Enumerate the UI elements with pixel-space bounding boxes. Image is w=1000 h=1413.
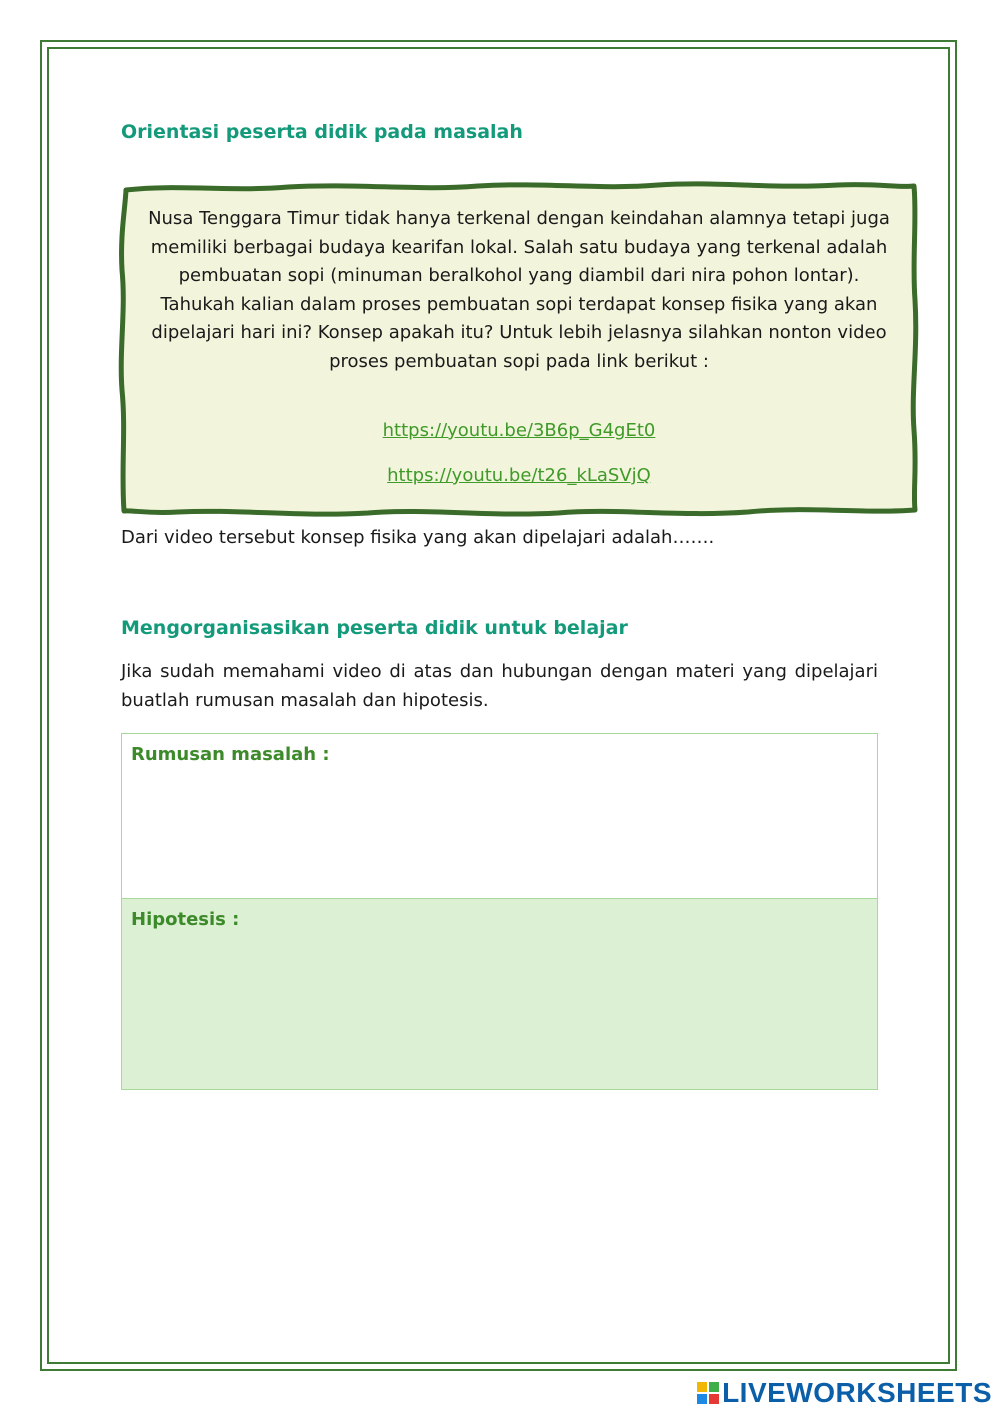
hipotesis-answer-box[interactable] — [121, 898, 878, 1090]
rumusan-masalah-answer-box[interactable] — [121, 733, 878, 899]
section-heading-mengorganisasikan: Mengorganisasikan peserta didik untuk belajar — [121, 617, 628, 639]
liveworksheets-watermark — [697, 1377, 992, 1409]
video-concept-prompt: Dari video tersebut konsep fisika yang akan dipelajari adalah……. — [121, 527, 715, 548]
video-link-1[interactable]: https://youtu.be/3B6p_G4gEt0 — [382, 420, 656, 441]
liveworksheets-wordmark: LIVEWORKSHEETS — [722, 1377, 992, 1408]
liveworksheets-logo-icon — [697, 1382, 719, 1404]
rumusan-masalah-label: Rumusan masalah : — [131, 744, 330, 765]
hipotesis-label: Hipotesis : — [131, 909, 240, 930]
video-link-2[interactable]: https://youtu.be/t26_kLaSVjQ — [387, 465, 651, 486]
problem-callout-box — [118, 180, 920, 518]
callout-paragraph: Nusa Tenggara Timur tidak hanya terkenal dengan keindahan alamnya tetapi juga memiliki berbagai budaya kearifan lokal. Salah satu budaya yang terkenal adalah pembuatan sopi (minuman beralkohol yang diambil dari nira pohon lontar). Tahukah kalian dalam proses pembuatan sopi terdapat konsep fisika yang akan dipelajari hari ini? Konsep apakah itu? Untuk lebih jelasnya silahkan nonton video proses pembuatan sopi pada link berikut : — [148, 208, 890, 372]
section-heading-orientasi: Orientasi peserta didik pada masalah — [121, 121, 523, 143]
instruction-paragraph: Jika sudah memahami video di atas dan hubungan dengan materi yang dipelajari buatlah rumusan masalah dan hipotesis. — [121, 661, 878, 711]
